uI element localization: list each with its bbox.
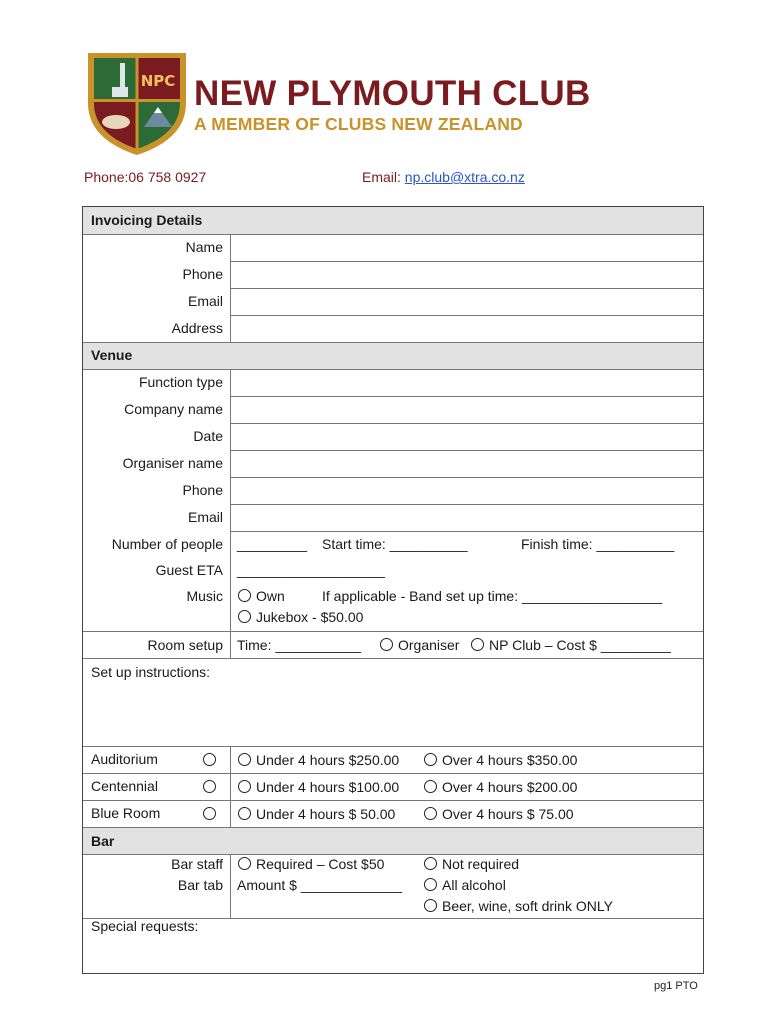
music-jukebox-label: Jukebox - $50.00 <box>256 609 364 625</box>
club-subtitle: A MEMBER OF CLUBS NEW ZEALAND <box>194 114 523 134</box>
room-setup-time-field[interactable]: Time: ___________ <box>237 637 362 653</box>
blue-room-under-radio[interactable] <box>238 807 251 820</box>
bar-staff-required-radio[interactable] <box>238 857 251 870</box>
guest-eta-blank[interactable]: ___________________ <box>237 562 385 578</box>
organiser-name-label: Organiser name <box>122 455 223 471</box>
invoice-email-label: Email <box>187 293 223 309</box>
centennial-over-label: Over 4 hours $200.00 <box>442 779 578 795</box>
bar-title: Bar <box>91 833 115 849</box>
room-centennial-label: Centennial <box>91 778 158 794</box>
bar-tab-label: Bar tab <box>177 877 223 893</box>
start-time-field[interactable]: Start time: __________ <box>322 536 468 552</box>
guest-eta-label: Guest ETA <box>155 562 223 578</box>
room-centennial-radio[interactable] <box>203 780 216 793</box>
bar-staff-not-required-radio[interactable] <box>424 857 437 870</box>
room-setup-npclub-radio[interactable] <box>471 638 484 651</box>
room-auditorium-label: Auditorium <box>91 751 158 767</box>
phone-contact: Phone:06 758 0927 <box>84 169 207 185</box>
number-of-people-label: Number of people <box>111 536 223 552</box>
room-auditorium-radio[interactable] <box>203 753 216 766</box>
club-logo <box>82 43 192 157</box>
bar-staff-not-required-label: Not required <box>442 856 520 872</box>
date-label: Date <box>193 428 223 444</box>
band-setup-time-field[interactable]: If applicable - Band set up time: __________________ <box>322 588 663 604</box>
bar-tab-all-alcohol-radio[interactable] <box>424 878 437 891</box>
centennial-under-radio[interactable] <box>238 780 251 793</box>
auditorium-over-label: Over 4 hours $350.00 <box>442 752 578 768</box>
auditorium-over-radio[interactable] <box>424 753 437 766</box>
club-name: NEW PLYMOUTH CLUB <box>194 74 591 113</box>
room-blue-room-label: Blue Room <box>91 805 161 821</box>
invoicing-title: Invoicing Details <box>91 212 203 228</box>
invoice-name-label: Name <box>185 239 223 255</box>
bar-section-header <box>83 827 703 854</box>
booking-form <box>82 206 704 974</box>
room-setup-organiser-label: Organiser <box>398 637 460 653</box>
email-contact <box>362 169 525 185</box>
music-own-label: Own <box>256 588 285 604</box>
blue-room-over-label: Over 4 hours $ 75.00 <box>442 806 574 822</box>
bar-tab-all-alcohol-label: All alcohol <box>442 877 506 893</box>
auditorium-under-label: Under 4 hours $250.00 <box>256 752 400 768</box>
bar-tab-beer-wine-radio[interactable] <box>424 899 437 912</box>
venue-phone-label: Phone <box>182 482 223 498</box>
finish-time-field[interactable]: Finish time: __________ <box>521 536 675 552</box>
invoice-address-label: Address <box>171 320 223 336</box>
room-setup-organiser-radio[interactable] <box>380 638 393 651</box>
company-name-label: Company name <box>124 401 223 417</box>
auditorium-under-radio[interactable] <box>238 753 251 766</box>
blue-room-under-label: Under 4 hours $ 50.00 <box>256 806 396 822</box>
music-jukebox-radio[interactable] <box>238 610 251 623</box>
room-setup-label: Room setup <box>147 637 223 653</box>
room-blue-room-radio[interactable] <box>203 807 216 820</box>
centennial-over-radio[interactable] <box>424 780 437 793</box>
email-link[interactable]: np.club@xtra.co.nz <box>404 169 525 185</box>
blue-room-over-radio[interactable] <box>424 807 437 820</box>
number-of-people-blank[interactable]: _________ <box>237 536 308 552</box>
venue-email-label: Email <box>187 509 223 525</box>
setup-instructions-label: Set up instructions: <box>91 664 211 680</box>
centennial-under-label: Under 4 hours $100.00 <box>256 779 400 795</box>
venue-section-header <box>83 342 703 369</box>
bar-staff-label: Bar staff <box>171 856 223 872</box>
page-number: pg1 PTO <box>654 980 698 992</box>
music-own-radio[interactable] <box>238 589 251 602</box>
venue-title: Venue <box>91 347 133 363</box>
bar-tab-amount-field[interactable]: Amount $ _____________ <box>237 877 403 893</box>
invoice-phone-label: Phone <box>182 266 223 282</box>
bar-staff-required-label: Required – Cost $50 <box>256 856 385 872</box>
room-setup-npclub-label: NP Club – Cost $ _________ <box>489 637 671 653</box>
email-label: Email: <box>362 169 405 185</box>
bar-tab-beer-wine-label: Beer, wine, soft drink ONLY <box>442 898 613 914</box>
music-label: Music <box>186 588 223 604</box>
logo-text: NPC <box>140 72 176 90</box>
function-type-label: Function type <box>138 374 223 390</box>
special-requests-label: Special requests: <box>91 918 199 934</box>
